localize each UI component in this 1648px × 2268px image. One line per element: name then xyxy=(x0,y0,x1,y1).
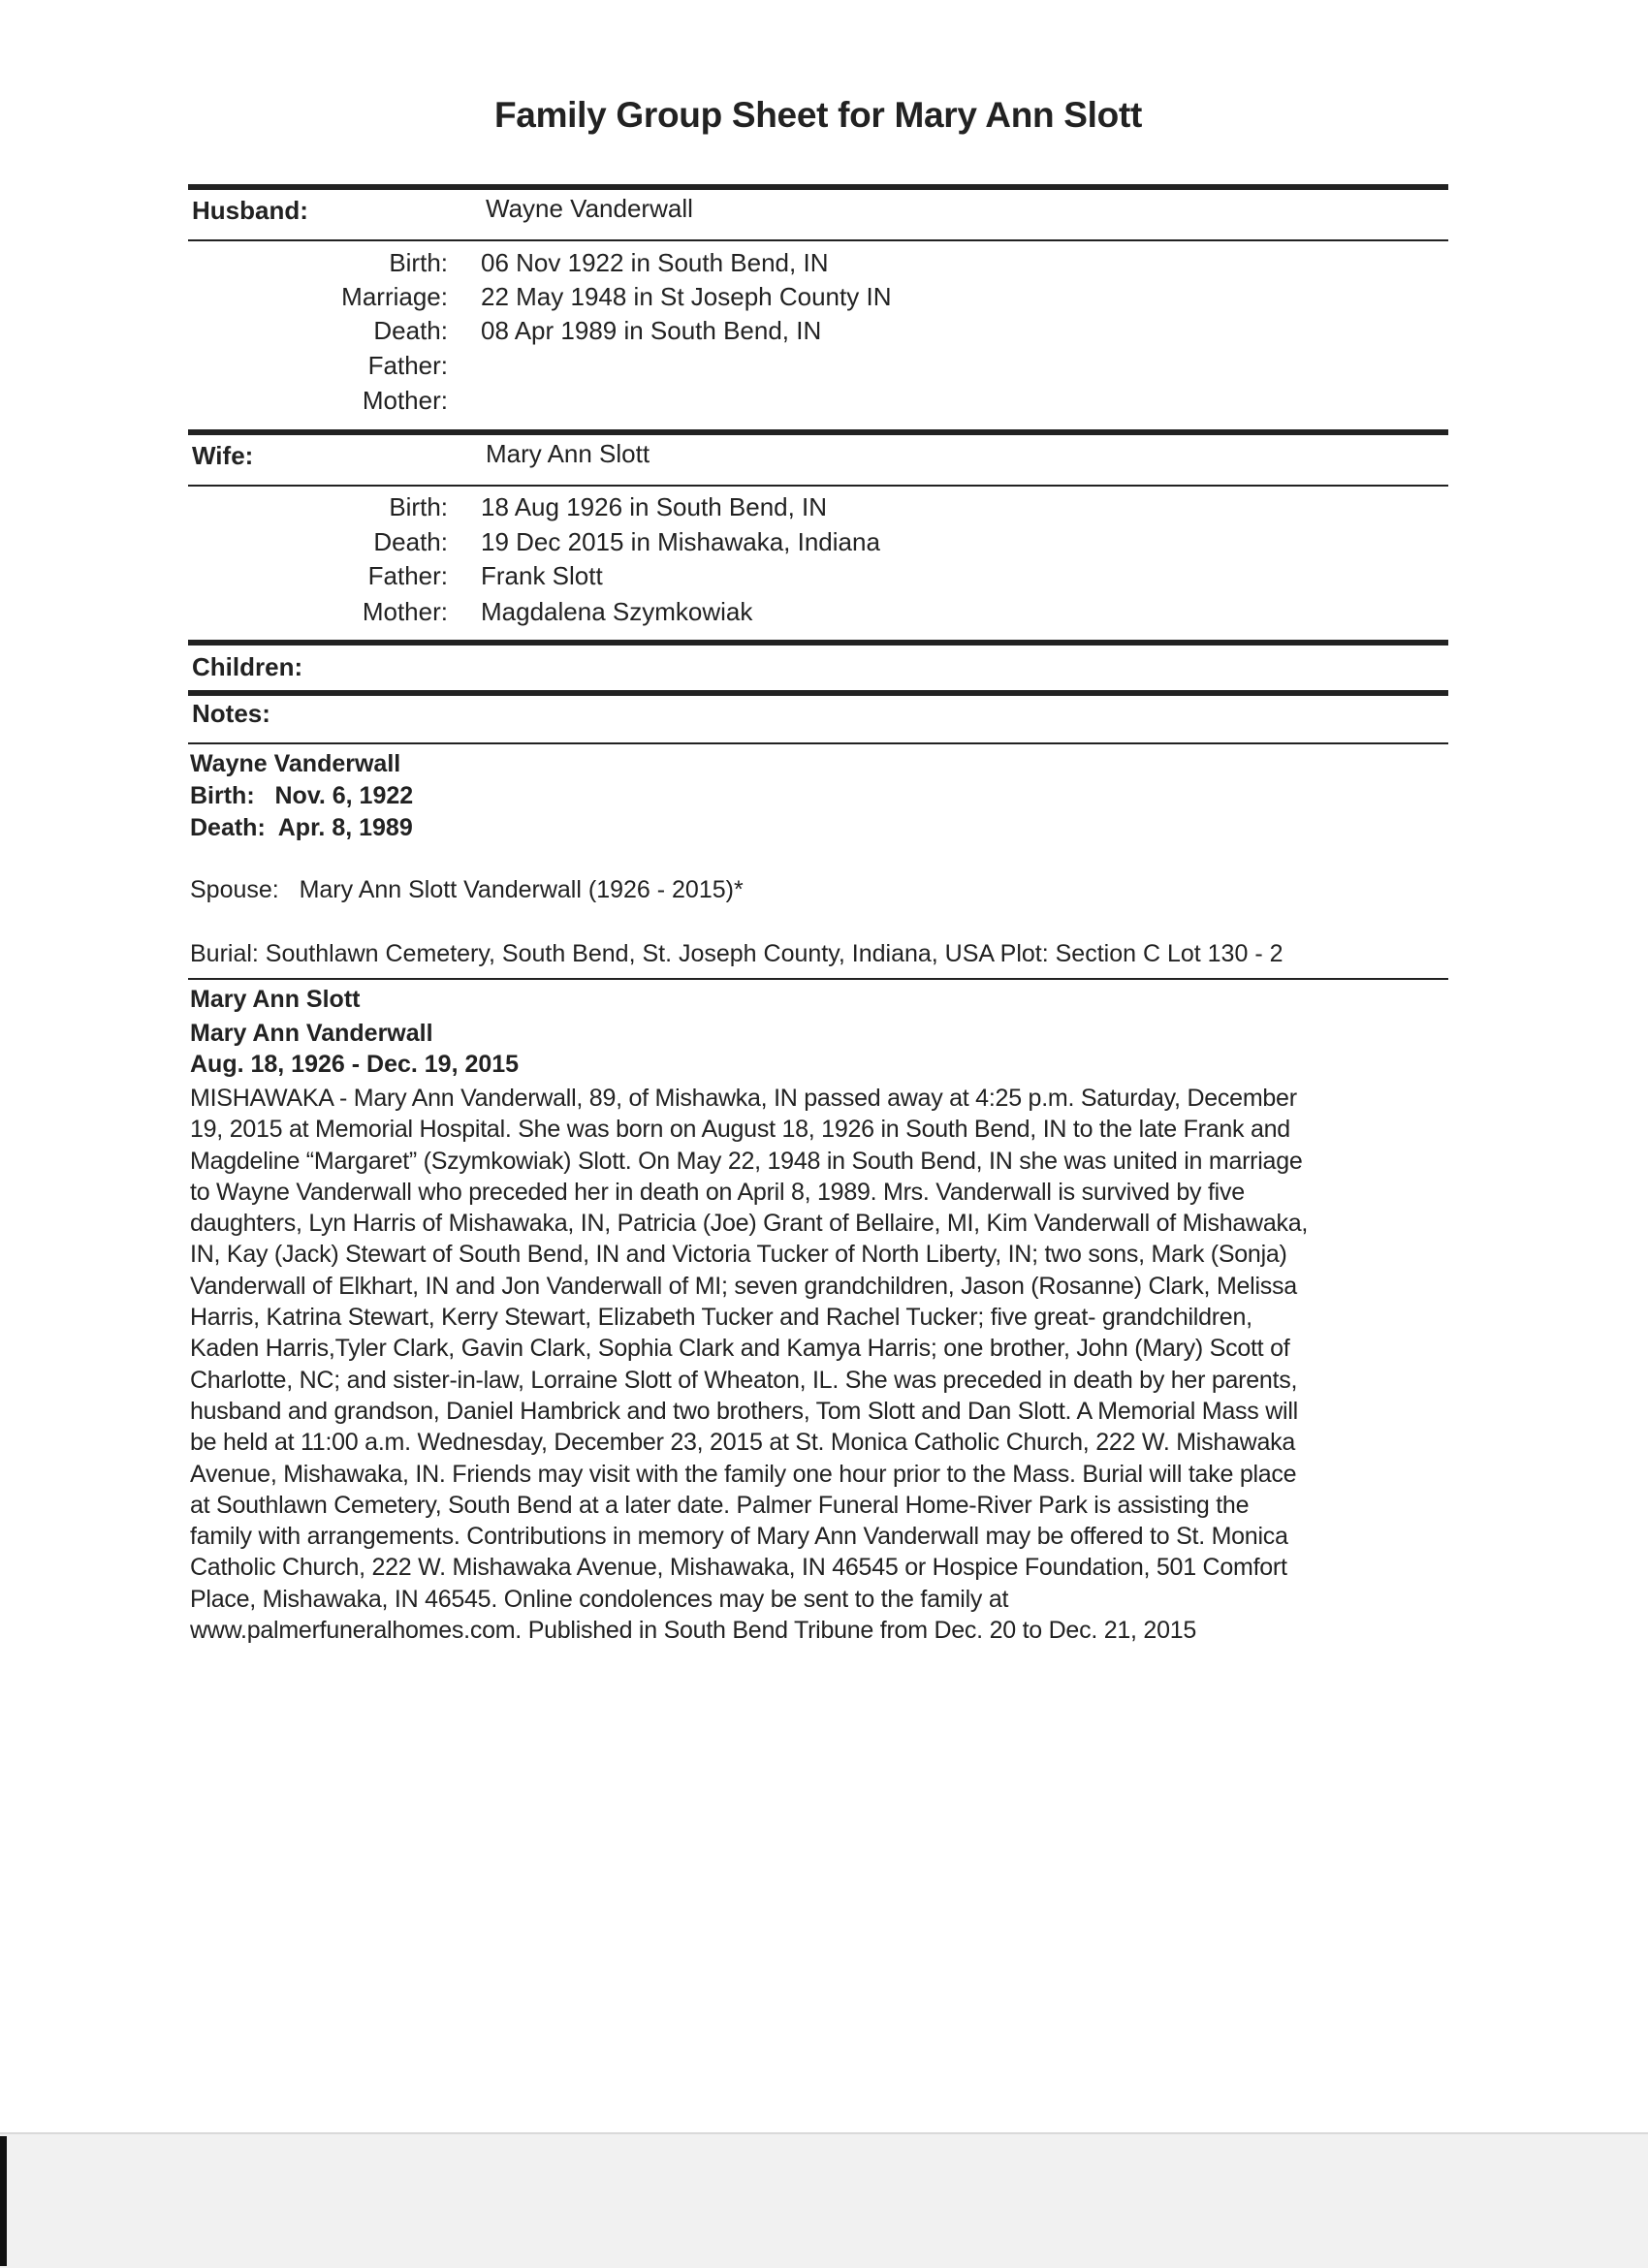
obituary-line: Place, Mishawaka, IN 46545. Online condolences may be sent to the family at xyxy=(190,1585,1009,1613)
section-divider xyxy=(188,239,1448,241)
fact-value: Frank Slott xyxy=(481,561,603,590)
fact-value: Magdalena Szymkowiak xyxy=(481,597,753,626)
obituary-text xyxy=(190,1083,1460,1646)
obituary-line: Avenue, Mishawaka, IN. Friends may visit with the family one hour prior to the Mass. Burial will take place xyxy=(190,1460,1297,1488)
obituary-line: Harris, Katrina Stewart, Kerry Stewart, Elizabeth Tucker and Rachel Tucker; five great- grandchildren, xyxy=(190,1304,1252,1332)
note-wife-name: Mary Ann Slott xyxy=(190,986,361,1013)
note-husband-spouse: Spouse: Mary Ann Slott Vanderwall (1926 - 2015)* xyxy=(190,876,744,903)
husband-name: Wayne Vanderwall xyxy=(486,194,693,223)
fact-label: Birth: xyxy=(389,248,448,277)
note-wife-married-name: Mary Ann Vanderwall xyxy=(190,1020,433,1047)
section-divider xyxy=(188,429,1448,435)
obituary-line: daughters, Lyn Harris of Mishawaka, IN, Patricia (Joe) Grant of Bellaire, MI, Kim Vanderwall of Mishawaka, xyxy=(190,1210,1309,1238)
section-divider xyxy=(188,485,1448,487)
obituary-line: at Southlawn Cemetery, South Bend at a later date. Palmer Funeral Home-River Park is assisting the xyxy=(190,1491,1250,1519)
section-divider xyxy=(188,184,1448,190)
note-husband-death: Death: Apr. 8, 1989 xyxy=(190,814,413,841)
fact-label: Father: xyxy=(367,561,448,590)
scanner-edge-mark xyxy=(0,2136,7,2266)
obituary-line: husband and grandson, Daniel Hambrick and two brothers, Tom Slott and Dan Slott. A Memorial Mass will xyxy=(190,1397,1298,1425)
fact-label: Death: xyxy=(373,316,448,345)
fact-label: Mother: xyxy=(362,386,448,415)
note-husband-name: Wayne Vanderwall xyxy=(190,750,401,777)
obituary-line: Catholic Church, 222 W. Mishawaka Avenue, Mishawaka, IN 46545 or Hospice Foundation, 501 Comfort xyxy=(190,1554,1287,1582)
note-husband-burial: Burial: Southlawn Cemetery, South Bend, St. Joseph County, Indiana, USA Plot: Section C Lot 130 - 2 xyxy=(190,940,1284,967)
page-title: Family Group Sheet for Mary Ann Slott xyxy=(494,95,1142,135)
obituary-line: 19, 2015 at Memorial Hospital. She was born on August 18, 1926 in South Bend, IN to the late Frank and xyxy=(190,1116,1290,1144)
section-divider xyxy=(188,742,1448,744)
children-label: Children: xyxy=(192,652,303,681)
husband-fact-marriage xyxy=(188,282,1448,317)
fact-label: Birth: xyxy=(389,492,448,521)
note-wife-dates: Aug. 18, 1926 - Dec. 19, 2015 xyxy=(190,1051,520,1078)
obituary-line: be held at 11:00 a.m. Wednesday, December 23, 2015 at St. Monica Catholic Church, 222 W. Mishawaka xyxy=(190,1429,1296,1457)
husband-fact-birth xyxy=(188,248,1448,283)
obituary-line: Vanderwall of Elkhart, IN and Jon Vanderwall of MI; seven grandchildren, Jason (Rosanne) Clark, Melissa xyxy=(190,1272,1297,1300)
husband-fact-mother xyxy=(188,386,1448,421)
obituary-line: to Wayne Vanderwall who preceded her in death on April 8, 1989. Mrs. Vanderwall is survived by five xyxy=(190,1178,1245,1206)
husband-fact-father xyxy=(188,351,1448,386)
section-divider xyxy=(188,978,1448,980)
obituary-line: Magdeline “Margaret” (Szymkowiak) Slott. On May 22, 1948 in South Bend, IN she was united in marriage xyxy=(190,1147,1303,1175)
fact-value: 19 Dec 2015 in Mishawaka, Indiana xyxy=(481,527,880,556)
obituary-line: MISHAWAKA - Mary Ann Vanderwall, 89, of Mishawka, IN passed away at 4:25 p.m. Saturday, December xyxy=(190,1085,1297,1112)
fact-label: Father: xyxy=(367,351,448,380)
section-divider xyxy=(188,640,1448,646)
section-divider xyxy=(188,690,1448,696)
wife-fact-father xyxy=(188,561,1448,596)
obituary-line: Charlotte, NC; and sister-in-law, Lorraine Slott of Wheaton, IL. She was preceded in death by her parents, xyxy=(190,1366,1298,1394)
obituary-line: family with arrangements. Contributions in memory of Mary Ann Vanderwall may be offered to St. Monica xyxy=(190,1523,1288,1551)
wife-label: Wife: xyxy=(192,441,254,470)
fact-label: Marriage: xyxy=(341,282,448,311)
scanner-bed-edge xyxy=(0,2132,1648,2268)
fact-value: 22 May 1948 in St Joseph County IN xyxy=(481,282,892,311)
notes-label: Notes: xyxy=(192,699,270,728)
fact-value: 08 Apr 1989 in South Bend, IN xyxy=(481,316,822,345)
husband-label: Husband: xyxy=(192,196,308,225)
wife-name: Mary Ann Slott xyxy=(486,439,650,468)
wife-fact-death xyxy=(188,527,1448,562)
note-husband-birth: Birth: Nov. 6, 1922 xyxy=(190,782,414,809)
obituary-line: IN, Kay (Jack) Stewart of South Bend, IN and Victoria Tucker of North Liberty, IN; two sons, Mark (Sonja) xyxy=(190,1241,1287,1269)
fact-label: Death: xyxy=(373,527,448,556)
obituary-line: www.palmerfuneralhomes.com. Published in South Bend Tribune from Dec. 20 to Dec. 21, 2015 xyxy=(190,1617,1197,1645)
fact-label: Mother: xyxy=(362,597,448,626)
wife-fact-birth xyxy=(188,492,1448,527)
husband-fact-death xyxy=(188,316,1448,351)
fact-value: 06 Nov 1922 in South Bend, IN xyxy=(481,248,829,277)
wife-fact-mother xyxy=(188,597,1448,632)
fact-value: 18 Aug 1926 in South Bend, IN xyxy=(481,492,828,521)
obituary-line: Kaden Harris,Tyler Clark, Gavin Clark, Sophia Clark and Kamya Harris; one brother, John (Mary) Scott of xyxy=(190,1335,1290,1363)
